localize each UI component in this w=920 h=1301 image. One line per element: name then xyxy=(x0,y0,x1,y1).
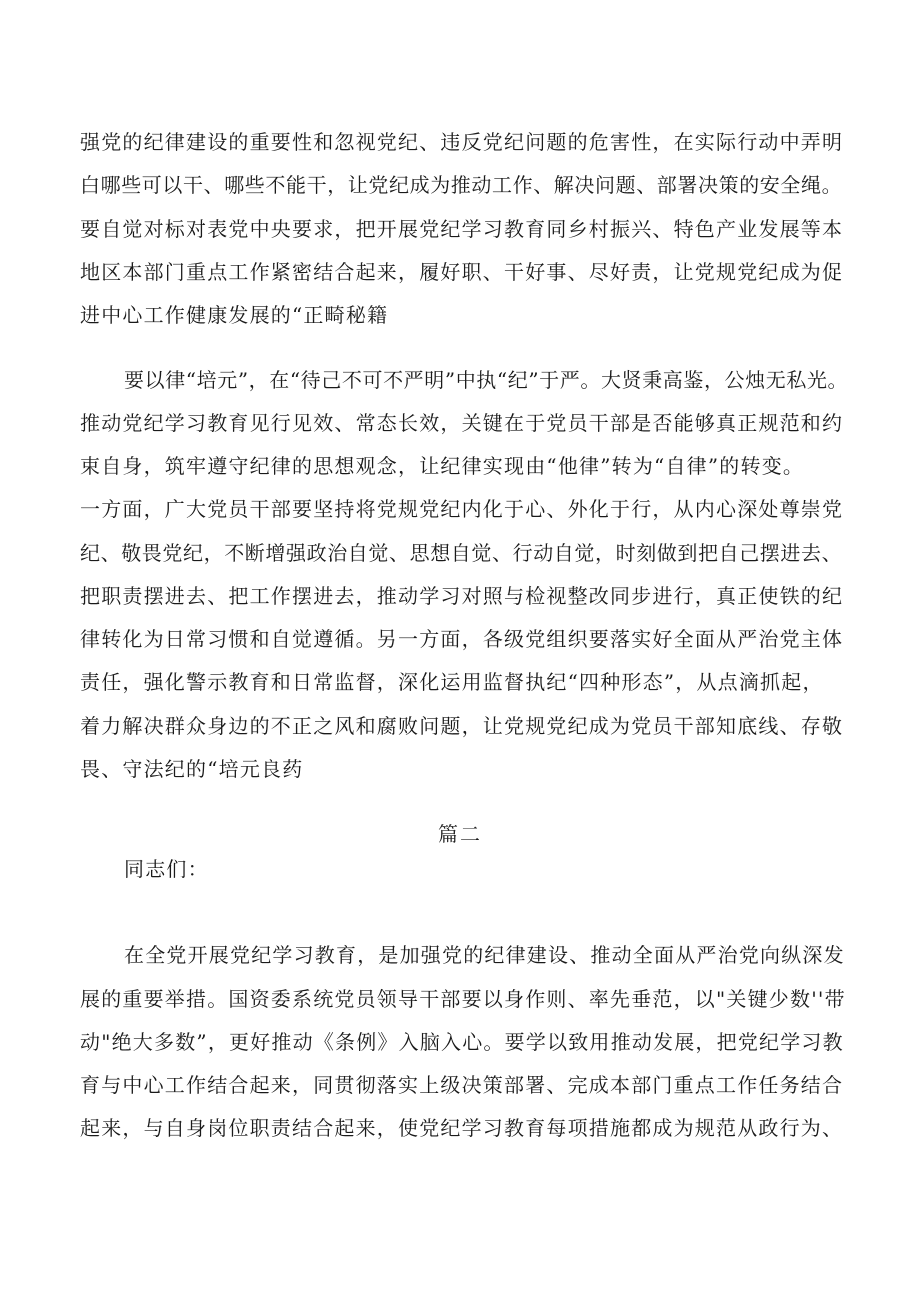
paragraph-2-line-8: 责任，强化警示教育和日常监督，深化运用监督执纪“四种形态”，从点滴抓起， xyxy=(80,670,824,694)
paragraph-3-line-3: 动"绝大多数”，更好推动《条例》入脑入心。要学以致用推动发展，把党纪学习教 xyxy=(80,1030,844,1054)
paragraph-3-line-1: 在全党开展党纪学习教育，是加强党的纪律建设、推动全面从严治党向纵深发 xyxy=(124,943,845,967)
paragraph-1-line-5: 进中心工作健康发展的“正畸秘籍 xyxy=(80,303,389,327)
paragraph-2-line-4: 一方面，广大党员干部要坚持将党规党纪内化于心、外化于行，从内心深处尊崇党 xyxy=(80,497,844,521)
paragraph-2-line-10: 畏、守法纪的“培元良药 xyxy=(80,757,304,781)
paragraph-3-line-2: 展的重要举措。国资委系统党员领导干部要以身作则、率先垂范，以"关键少数''带 xyxy=(80,987,846,1011)
paragraph-2-line-1: 要以律“培元”，在“待己不可不严明”中执“纪”于严。大贤秉高鉴，公烛无私光。 xyxy=(124,368,849,392)
paragraph-2-line-7: 律转化为日常习惯和自觉遵循。另一方面，各级党组织要落实好全面从严治党主体 xyxy=(80,627,844,651)
paragraph-2-line-6: 把职责摆进去、把工作摆进去，推动学习对照与检视整改同步进行，真正使铁的纪 xyxy=(80,584,844,608)
paragraph-2-line-9: 着力解决群众身边的不正之风和腐败问题，让党规党纪成为党员干部知底线、存敬 xyxy=(80,714,844,738)
paragraph-2-line-2: 推动党纪学习教育见行见效、常态长效，关键在于党员干部是否能够真正规范和约 xyxy=(80,411,844,435)
paragraph-1-line-1: 强党的纪律建设的重要性和忽视党纪、违反党纪问题的危害性，在实际行动中弄明 xyxy=(80,130,844,154)
paragraph-2-line-5: 纪、敬畏党纪，不断增强政治自觉、思想自觉、行动自觉，时刻做到把自己摆进去、 xyxy=(80,541,843,565)
greeting: 同志们： xyxy=(124,857,209,881)
paragraph-1-line-3: 要自觉对标对表党中央要求，把开展党纪学习教育同乡村振兴、特色产业发展等本 xyxy=(80,217,844,241)
paragraph-1-line-4: 地区本部门重点工作紧密结合起来，履好职、干好事、尽好责，让党规党纪成为促 xyxy=(80,260,844,284)
paragraph-3-line-4: 育与中心工作结合起来，同贯彻落实上级决策部署、完成本部门重点工作任务结合 xyxy=(80,1073,844,1097)
section-title: 篇二 xyxy=(438,822,482,846)
paragraph-1-line-2: 白哪些可以干、哪些不能干，让党纪成为推动工作、解决问题、部署决策的安全绳。 xyxy=(80,173,843,197)
paragraph-3-line-5: 起来，与自身岗位职责结合起来，使党纪学习教育每项措施都成为规范从政行为、 xyxy=(80,1116,844,1140)
paragraph-2-line-3: 束自身，筑牢遵守纪律的思想观念，让纪律实现由“他律”转为“自律”的转变。 xyxy=(80,454,805,478)
